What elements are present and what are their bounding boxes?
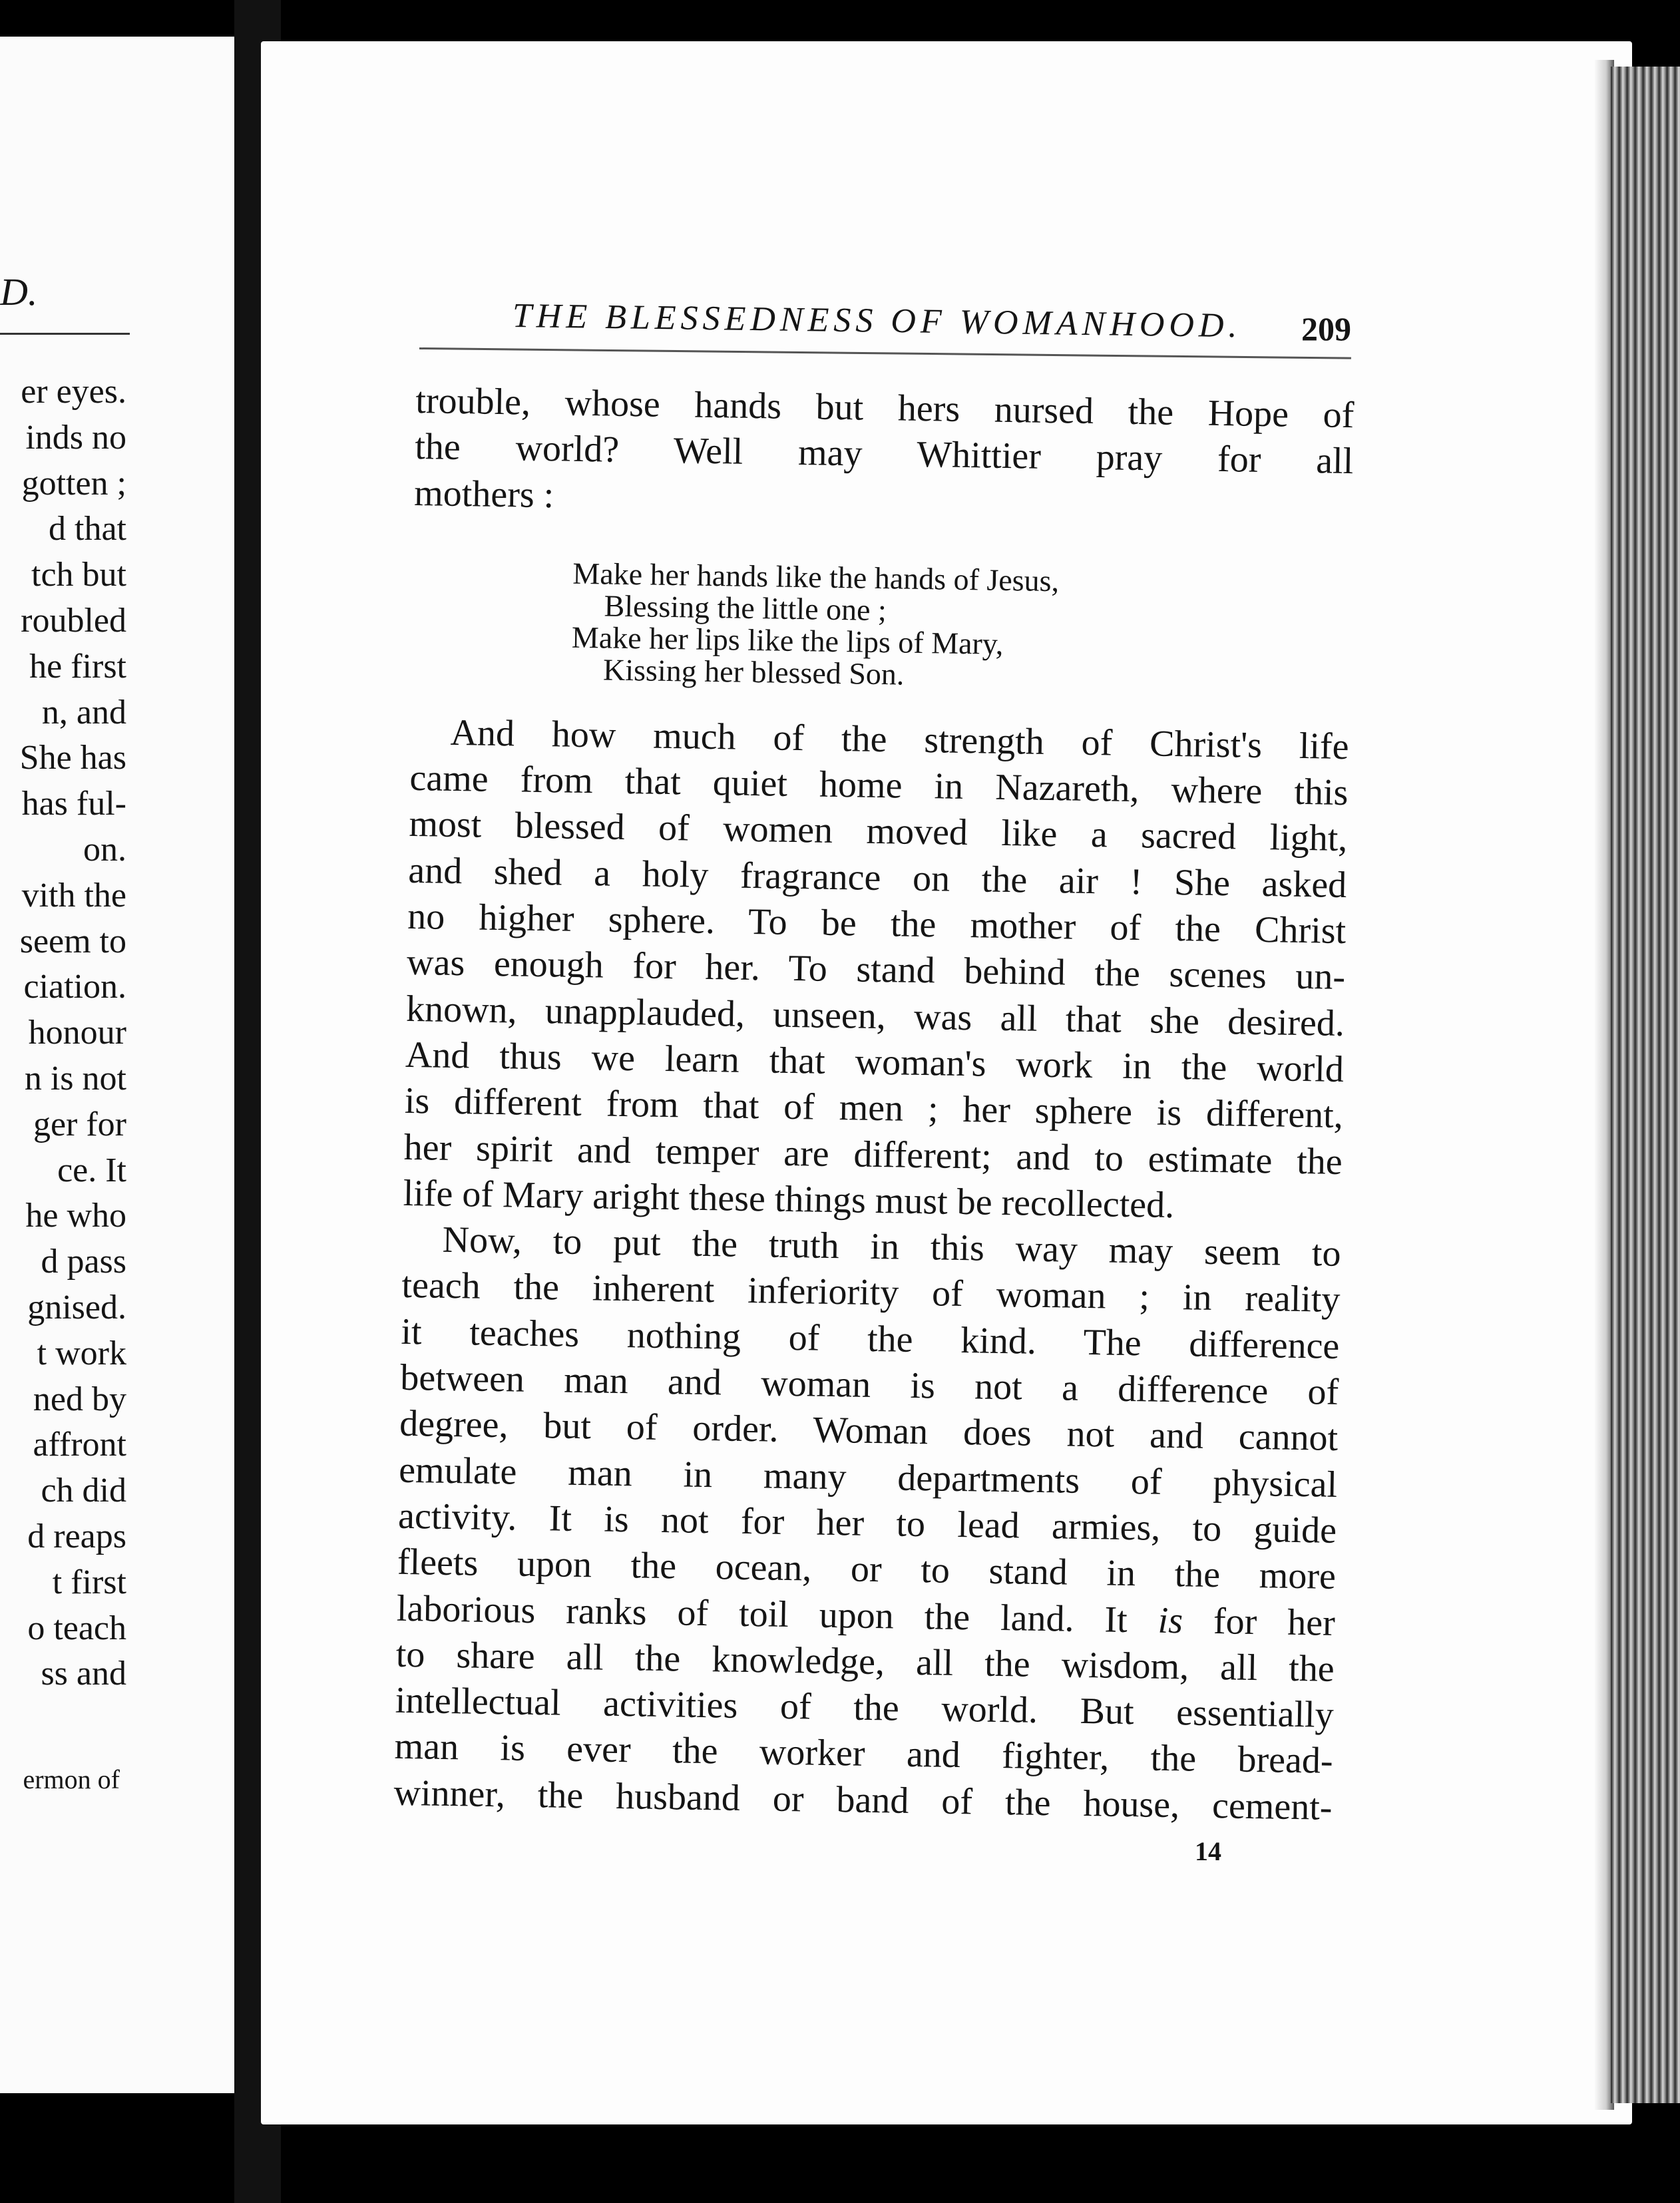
text-line: came from that quiet home in Nazareth, where this	[409, 757, 1349, 814]
text-line: to share all the knowledge, all the wisdom, all the	[395, 1633, 1335, 1690]
left-line: t work	[37, 1334, 126, 1372]
left-header-rule	[0, 333, 130, 335]
left-line: ciation.	[23, 968, 126, 1006]
text-line: emulate man in many departments of physical	[398, 1449, 1338, 1505]
text-line: activity. It is not for her to lead armies, to guide	[397, 1495, 1337, 1551]
text-line: no higher sphere. To be the mother of the Christ	[407, 895, 1347, 952]
text-line: the world? Well may Whittier pray for all	[414, 426, 1354, 483]
left-page-header: D.	[0, 270, 38, 313]
text-line: life of Mary aright these things must be recollected.	[403, 1172, 1175, 1226]
text-line: most blessed of women moved like a sacred light,	[408, 803, 1348, 860]
text-line: winner, the husband or band of the house, cement-	[393, 1772, 1333, 1828]
text-line: teach the inherent inferiority of woman ; in reality	[401, 1265, 1341, 1321]
text-line: And thus we learn that woman's work in the world	[405, 1034, 1345, 1090]
left-line: vith the	[21, 876, 126, 914]
text-line: And how much of the strength of Christ's life	[450, 711, 1349, 767]
text-line: trouble, whose hands but hers nursed the Hope of	[415, 379, 1355, 437]
left-line: d pass	[41, 1243, 126, 1281]
left-line: gnised.	[27, 1288, 126, 1326]
verse-line: Make her hands like the hands of Jesus,	[572, 556, 1060, 598]
text-line: mothers :	[413, 472, 554, 516]
text-line: intellectual activities of the world. But essentially	[395, 1679, 1335, 1736]
left-line: ch did	[41, 1472, 126, 1510]
left-line: seem to	[19, 922, 126, 960]
body-text	[393, 378, 1355, 1831]
text-segment: for her	[1213, 1600, 1336, 1644]
text-line: between man and woman is not a difference of	[399, 1356, 1339, 1414]
left-line: o teach	[27, 1609, 126, 1647]
paragraph-1	[414, 378, 1355, 531]
left-page	[0, 37, 234, 2093]
left-line: roubled	[21, 601, 126, 640]
running-head: THE BLESSEDNESS OF WOMANHOOD.	[512, 297, 1242, 345]
text-line: Now, to put the truth in this way may seem to	[442, 1219, 1341, 1275]
left-line: gotten ;	[21, 464, 126, 502]
left-line: t first	[52, 1563, 126, 1601]
verse-line: Kissing her blessed Son.	[602, 652, 905, 692]
left-line: n is not	[24, 1059, 126, 1098]
text-line: man is ever the worker and fighter, the bread-	[394, 1726, 1334, 1782]
text-line: is different from that of men ; her sphere is different,	[404, 1080, 1344, 1137]
left-page-text	[0, 369, 126, 1697]
paragraph-2	[403, 709, 1349, 1231]
text-line: it teaches nothing of the kind. The difference	[401, 1310, 1340, 1367]
left-line: ce. It	[57, 1151, 126, 1189]
left-line: on.	[83, 830, 126, 869]
text-line: and shed a holy fragrance on the air ! She asked	[407, 849, 1347, 906]
left-line: tch but	[31, 556, 126, 594]
verse-quote	[571, 558, 1352, 698]
signature-mark: 14	[1195, 1836, 1221, 1866]
text-line: fleets upon the ocean, or to stand in the more	[397, 1541, 1337, 1598]
text-line: was enough for her. To stand behind the scenes un-	[406, 942, 1346, 998]
left-line: affront	[33, 1426, 126, 1464]
verse-line: Blessing the little one ;	[604, 588, 887, 628]
italic-word: is	[1157, 1599, 1183, 1641]
left-line: d that	[49, 510, 126, 548]
text-line: degree, but of order. Woman does not and cannot	[399, 1403, 1339, 1460]
verse-line: Make her lips like the lips of Mary,	[571, 620, 1004, 661]
left-line: he first	[29, 647, 126, 686]
left-line: inds no	[25, 418, 126, 457]
left-line: She has	[19, 739, 126, 777]
page-edges	[1611, 67, 1680, 2103]
left-line: n, and	[41, 693, 126, 731]
page-number: 209	[1301, 310, 1351, 347]
left-line: honour	[28, 1014, 126, 1052]
left-line: ger for	[33, 1105, 126, 1143]
left-footnote: ermon of	[23, 1764, 120, 1794]
left-line: has ful-	[21, 785, 126, 823]
paragraph-3	[393, 1217, 1341, 1831]
left-line: d reaps	[27, 1517, 126, 1555]
text-line: her spirit and temper are different; and to estimate the	[403, 1126, 1343, 1183]
text-line: known, unapplauded, unseen, was all that she desired.	[405, 988, 1345, 1044]
text-segment: laborious ranks of toil upon the land. It	[396, 1587, 1128, 1641]
left-line: ned by	[33, 1380, 126, 1418]
left-line: er eyes.	[21, 373, 126, 411]
left-line: he who	[25, 1197, 126, 1235]
left-line: ss and	[41, 1655, 126, 1693]
